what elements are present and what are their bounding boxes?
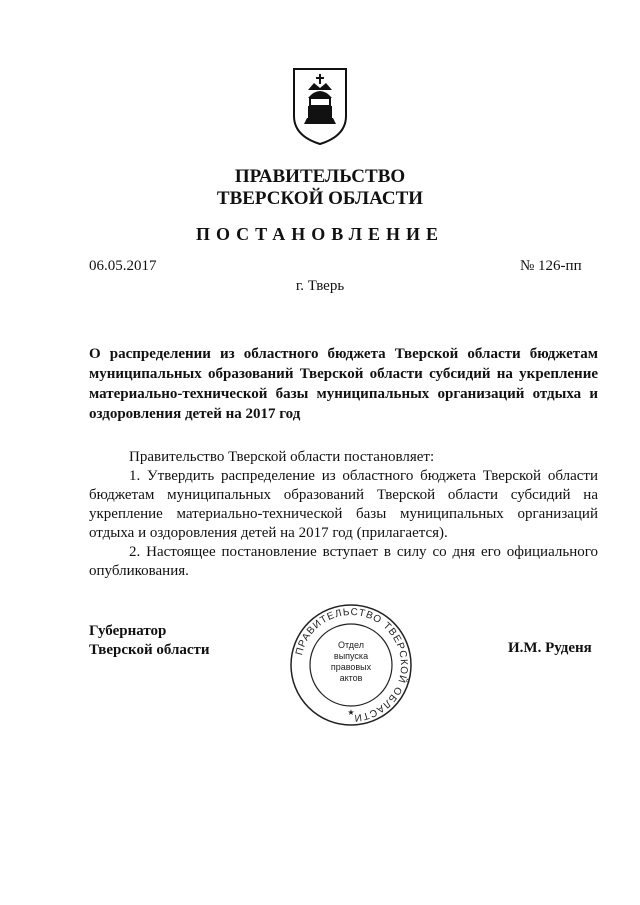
signatory-position-line1: Губернатор bbox=[89, 623, 167, 639]
body-intro: Правительство Тверской области постановляет: bbox=[129, 449, 435, 465]
authority-name-line1: ПРАВИТЕЛЬСТВО bbox=[234, 166, 406, 187]
document-body bbox=[89, 448, 598, 581]
body-item-1: 1. Утвердить распределение из областного бюджета Тверской области бюджетам муниципальных образований Тверской области субсидий на укрепление материально-технической базы муниципальных организаций отдыха и оздоровления детей на 2017 год (прилагается). bbox=[89, 468, 598, 541]
stamp-star-icon: ★ bbox=[347, 708, 355, 717]
stamp-inner-line1: Отдел bbox=[337, 640, 365, 650]
stamp-inner-text bbox=[316, 640, 386, 684]
document-date: 06.05.2017 bbox=[89, 258, 157, 274]
stamp-inner-line2: выпуска bbox=[333, 651, 369, 661]
document-city: г. Тверь bbox=[295, 278, 345, 294]
document-number: № 126-пп bbox=[520, 258, 582, 274]
stamp-ring-text: ПРАВИТЕЛЬСТВО ТВЕРСКОЙ ОБЛАСТИ bbox=[294, 606, 410, 724]
document-title: О распределении из областного бюджета Тверской области бюджетам муниципальных образований Тверской области субсидий на укрепление материально-технической базы муниципальных организаций отдыха и оздоровления детей на 2017 год bbox=[89, 346, 598, 422]
coat-of-arms-icon bbox=[290, 66, 350, 146]
signatory-name: И.М. Руденя bbox=[508, 640, 592, 656]
stamp-inner-line3: правовых bbox=[330, 662, 372, 672]
body-item-2: 2. Настоящее постановление вступает в силу со дня его официального опубликования. bbox=[89, 544, 598, 579]
signatory-position-line2: Тверской области bbox=[89, 642, 210, 658]
authority-name-line2: ТВЕРСКОЙ ОБЛАСТИ bbox=[216, 188, 424, 209]
stamp-inner-line4: актов bbox=[339, 673, 363, 683]
document-type: ПОСТАНОВЛЕНИЕ bbox=[195, 224, 445, 244]
signatory-position bbox=[89, 622, 210, 660]
